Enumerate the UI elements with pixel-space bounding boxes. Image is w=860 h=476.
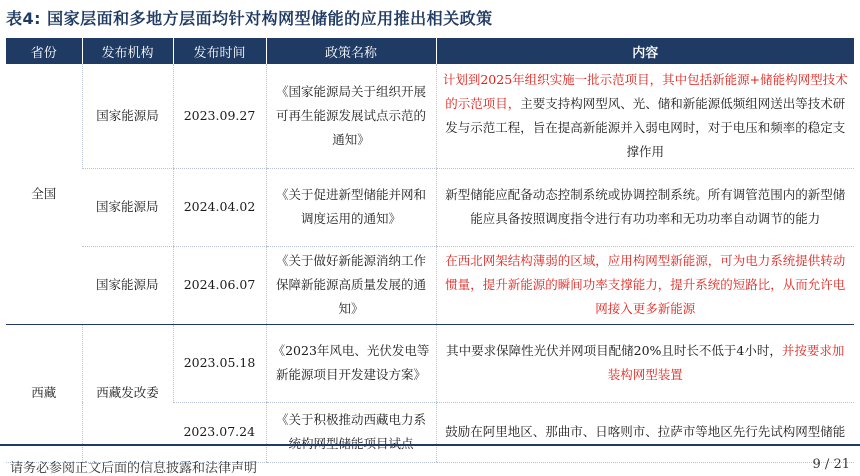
page-number: 9 / 21 (812, 457, 850, 472)
date-cell: 2024.04.02 (173, 168, 266, 246)
footer-divider (0, 444, 860, 446)
content-highlight: 并按要求加装构网型装置 (607, 343, 845, 382)
header-policy-name: 政策名称 (266, 38, 436, 64)
table-header-row (6, 38, 854, 64)
date-cell: 2023.05.18 (173, 324, 266, 402)
disclaimer-note: 请务必参阅正文后面的信息披露和法律声明 (10, 461, 258, 476)
content-text: 鼓励在阿里地区、那曲市、日喀则市、拉萨市等地区先行先试构网型储能 (445, 424, 846, 439)
content-cell (436, 168, 854, 246)
region-cell: 西藏 (6, 324, 82, 462)
policy-name-cell: 《关于积极推动西藏电力系 (266, 402, 436, 462)
table-row (6, 324, 854, 402)
date-cell: 2023.07.24 (173, 402, 266, 462)
region-cell: 全国 (6, 64, 82, 324)
content-cell (436, 246, 854, 324)
table-row (6, 168, 854, 246)
agency-cell: 国家能源局 (82, 246, 173, 324)
content-cell (436, 64, 854, 168)
table-row (6, 246, 854, 324)
header-agency: 发布机构 (82, 38, 173, 64)
content-cell (436, 324, 854, 402)
header-content: 内容 (436, 38, 854, 64)
policy-name-cell: 《国家能源局关于组织开展可再生能源发展试点示范的通知》 (266, 64, 436, 168)
policy-table-container (6, 38, 854, 442)
agency-cell: 国家能源局 (82, 168, 173, 246)
date-cell: 2024.06.07 (173, 246, 266, 324)
content-cell (436, 402, 854, 462)
policy-name-cell: 《2023年风电、光伏发电等新能源项目开发建设方案》 (266, 324, 436, 402)
header-date: 发布时间 (173, 38, 266, 64)
policy-name-cell: 《关于促进新型储能并网和调度运用的通知》 (266, 168, 436, 246)
content-highlight: 在西北网架结构薄弱的区域，应用构网型新能源，可为电力系统提供转动惯量，提升新能源的瞬间功率支撑能力，提升系统的短路比，从而允许电网接入更多新能源 (445, 253, 846, 316)
content-text: 主要支持构网型风、光、储和新能源低频组网送出等技术研发与示范工程，旨在提高新能源并入弱电网时，对于电压和频率的稳定支撑作用 (445, 95, 846, 159)
table-row (6, 64, 854, 168)
agency-cell: 国家能源局 (82, 64, 173, 168)
policy-table (6, 38, 854, 463)
agency-cell: 西藏发改委 (82, 324, 173, 462)
header-province: 省份 (6, 38, 82, 64)
table-title: 表4: 国家层面和多地方层面均针对构网型储能的应用推出相关政策 (6, 9, 493, 28)
content-highlight: 计划到2025年组织实施一批示范项目，其中包括新能源+储能构网型技术的示范项目， (442, 71, 848, 111)
content-text: 新型储能应配备动态控制系统或协调控制系统。所有调管范围内的新型储能应具备按照调度指令进行有功功率和无功功率自动调节的能力 (445, 187, 846, 226)
content-text: 其中要求保障性光伏并网项目配储20%且时长不低于4小时， (446, 343, 782, 358)
date-cell: 2023.09.27 (173, 64, 266, 168)
policy-name-cell: 《关于做好新能源消纳工作保障新能源高质量发展的通知》 (266, 246, 436, 324)
